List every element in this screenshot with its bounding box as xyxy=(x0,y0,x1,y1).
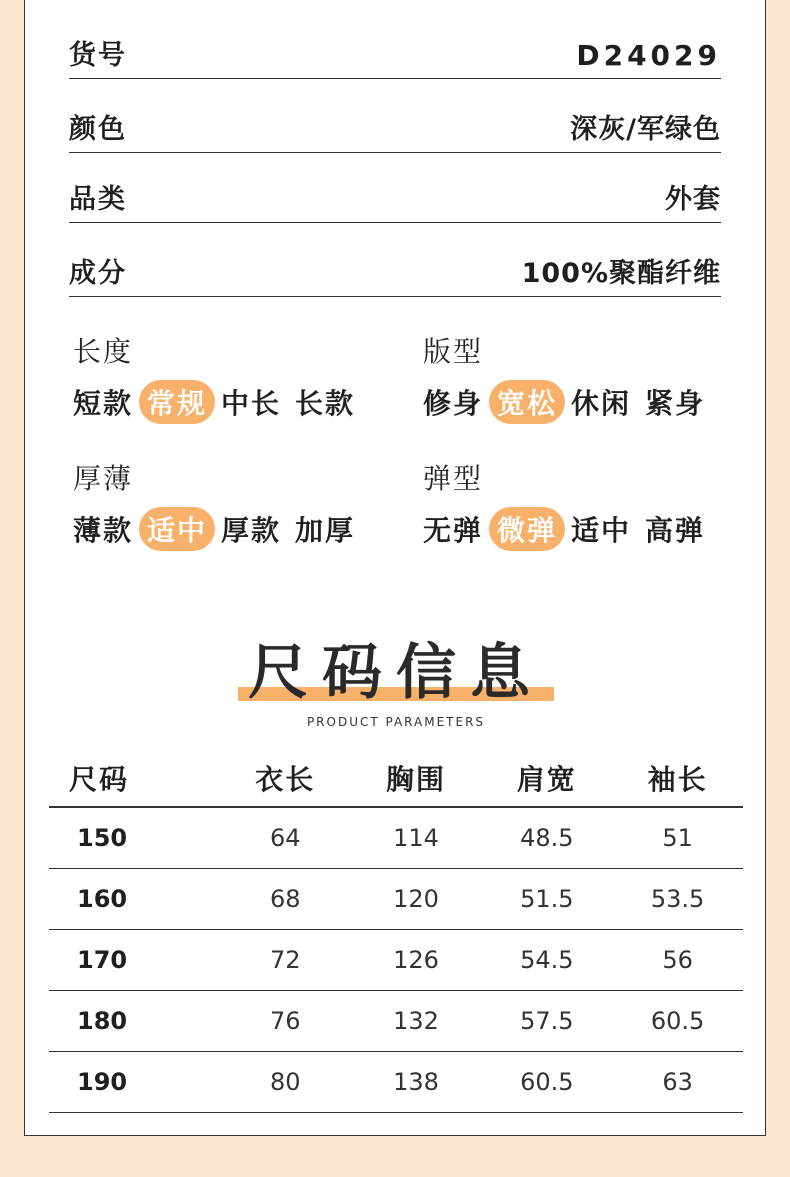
header-shoulder: 肩宽 xyxy=(481,750,612,807)
table-header-row xyxy=(49,750,743,807)
info-row-color xyxy=(69,104,721,153)
table-cell: 120 xyxy=(351,869,482,930)
header-length: 衣长 xyxy=(220,750,351,807)
option-fit-2: 休闲 xyxy=(571,387,632,420)
table-cell: 150 xyxy=(49,807,220,869)
table-row xyxy=(49,930,743,991)
table-cell: 64 xyxy=(220,807,351,869)
table-cell: 80 xyxy=(220,1052,351,1113)
table-cell: 180 xyxy=(49,991,220,1052)
table-cell: 76 xyxy=(220,991,351,1052)
table-cell: 138 xyxy=(351,1052,482,1113)
size-section-subtitle: PRODUCT PARAMETERS xyxy=(306,715,486,729)
table-cell: 72 xyxy=(220,930,351,991)
table-cell: 57.5 xyxy=(481,991,612,1052)
option-thickness-1: 适中 xyxy=(139,507,215,551)
info-row-material xyxy=(69,248,721,297)
header-chest: 胸围 xyxy=(351,750,482,807)
size-section-header xyxy=(25,625,767,729)
info-value: 外套 xyxy=(665,184,721,215)
attr-options-length xyxy=(73,380,369,424)
table-row xyxy=(49,1052,743,1113)
table-cell: 114 xyxy=(351,807,482,869)
info-key: 颜色 xyxy=(69,114,127,145)
attr-options-thickness xyxy=(73,507,369,551)
info-key: 成分 xyxy=(69,258,127,289)
table-cell: 54.5 xyxy=(481,930,612,991)
option-elasticity-1: 微弹 xyxy=(489,507,565,551)
info-value: 100%聚酯纤维 xyxy=(521,258,721,289)
table-cell: 60.5 xyxy=(612,991,743,1052)
table-cell: 126 xyxy=(351,930,482,991)
option-length-3: 长款 xyxy=(295,387,356,420)
table-row xyxy=(49,991,743,1052)
attr-options-fit xyxy=(423,380,719,424)
header-size: 尺码 xyxy=(49,750,220,807)
info-value: D24029 xyxy=(576,39,721,72)
table-cell: 132 xyxy=(351,991,482,1052)
table-row xyxy=(49,807,743,869)
table-cell: 68 xyxy=(220,869,351,930)
table-cell: 160 xyxy=(49,869,220,930)
info-row-item-no xyxy=(69,30,721,79)
option-length-0: 短款 xyxy=(73,387,134,420)
attr-options-elasticity xyxy=(423,507,719,551)
header-sleeve: 袖长 xyxy=(612,750,743,807)
spec-card xyxy=(24,0,766,1136)
option-fit-3: 紧身 xyxy=(645,387,706,420)
info-key: 货号 xyxy=(69,40,127,71)
attr-title-fit: 版型 xyxy=(423,335,484,368)
table-cell: 190 xyxy=(49,1052,220,1113)
table-cell: 51.5 xyxy=(481,869,612,930)
info-value: 深灰/军绿色 xyxy=(570,114,721,145)
option-elasticity-3: 高弹 xyxy=(645,514,706,547)
table-cell: 56 xyxy=(612,930,743,991)
option-fit-0: 修身 xyxy=(423,387,484,420)
attr-title-elasticity: 弹型 xyxy=(423,462,484,495)
table-cell: 48.5 xyxy=(481,807,612,869)
size-table xyxy=(49,750,743,1113)
table-cell: 63 xyxy=(612,1052,743,1113)
option-fit-1: 宽松 xyxy=(489,380,565,424)
info-row-category xyxy=(69,174,721,223)
size-section-title xyxy=(238,625,554,711)
table-cell: 51 xyxy=(612,807,743,869)
option-thickness-3: 加厚 xyxy=(295,514,356,547)
option-elasticity-0: 无弹 xyxy=(423,514,484,547)
option-length-2: 中长 xyxy=(221,387,282,420)
info-key: 品类 xyxy=(69,184,127,215)
table-cell: 60.5 xyxy=(481,1052,612,1113)
table-row xyxy=(49,869,743,930)
option-length-1: 常规 xyxy=(139,380,215,424)
option-elasticity-2: 适中 xyxy=(571,514,632,547)
attr-title-thickness: 厚薄 xyxy=(73,462,134,495)
option-thickness-2: 厚款 xyxy=(221,514,282,547)
size-section-title-text: 尺码信息 xyxy=(248,638,544,708)
table-cell: 170 xyxy=(49,930,220,991)
option-thickness-0: 薄款 xyxy=(73,514,134,547)
attr-title-length: 长度 xyxy=(73,335,134,368)
table-cell: 53.5 xyxy=(612,869,743,930)
